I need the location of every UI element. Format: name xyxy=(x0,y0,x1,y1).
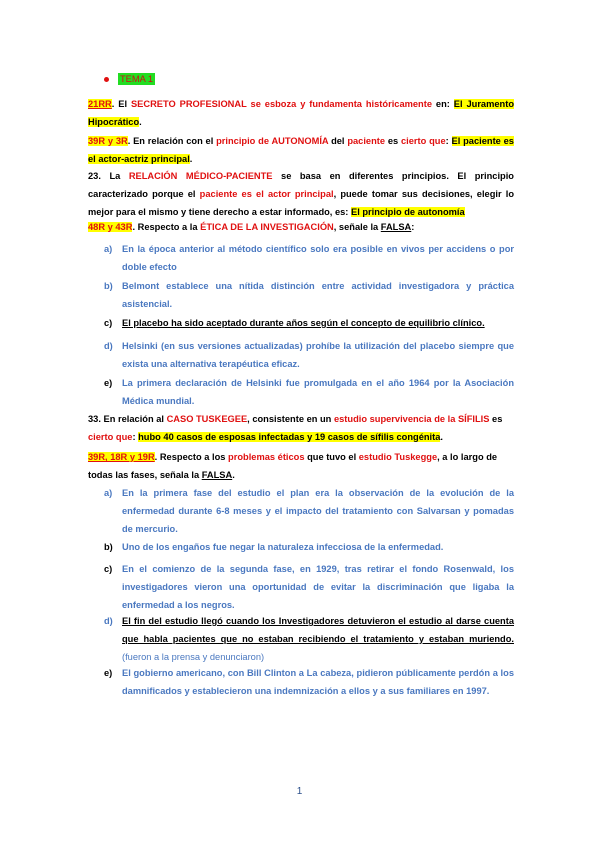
text: . xyxy=(232,470,235,480)
text: : xyxy=(132,432,139,442)
text: . xyxy=(440,432,443,442)
answer: El principio de autonomía xyxy=(351,207,465,217)
text: : xyxy=(411,222,415,232)
question-21 xyxy=(88,95,514,131)
option-text: Uno de los engaños fue negar la naturaleza infecciosa de la enfermedad. xyxy=(122,542,444,552)
keyword: estudio Tuskegge xyxy=(358,452,438,462)
option-text: En el comienzo de la segunda fase, en 1929, tras retirar el fondo Rosenwald, los investigadores vieron una oportunidad de evitar la discriminación que ligaba la enfermedad a los negros. xyxy=(122,564,514,610)
option-text: El gobierno americano, con Bill Clinton a La cabeza, pidieron públicamente perdón a los damnificados y establecieron una indemnización a ellos y a sus familiares en 1997. xyxy=(122,668,514,696)
bullet-icon xyxy=(104,77,109,82)
text: que tuvo el xyxy=(304,452,359,462)
option-text: La primera declaración de Helsinki fue promulgada en el año 1964 por la Asociación Médica mundial. xyxy=(122,378,514,406)
option-text: En la época anterior al método científico solo era posible en vivos per accidens o por doble efecto xyxy=(122,244,514,272)
text: , puede tomar sus decisiones, elegir lo mejor para el mismo y tiene derecho a estar informado, es: xyxy=(88,189,515,217)
option-text-correct: El fin del estudio llegó cuando los Investigadores detuvieron el estudio al darse cuenta que habla pacientes que no estaban recibiendo el tratamiento y estaban muriendo. xyxy=(122,616,514,644)
keyword: principio de AUTONOMÍA xyxy=(216,136,329,146)
text: en: xyxy=(432,99,454,109)
option-letter: c) xyxy=(104,318,113,328)
option-letter: d) xyxy=(104,341,113,351)
text: , señale la xyxy=(333,222,381,232)
section-heading xyxy=(118,70,155,88)
keyword: cierto que xyxy=(400,136,446,146)
question-23 xyxy=(88,167,514,221)
text: , a lo largo de todas las fases, señala la xyxy=(88,452,498,480)
keyword: SECRETO PROFESIONAL xyxy=(130,99,247,109)
question-33 xyxy=(88,410,514,446)
page-number: 1 xyxy=(296,786,303,797)
option-note: (fueron a la prensa y denunciaron) xyxy=(122,652,265,662)
text: se basa en diferentes principios. El principio caracterizado porque el xyxy=(88,171,514,199)
option-letter: b) xyxy=(104,542,113,552)
option-e xyxy=(104,374,514,410)
option-letter: e) xyxy=(104,668,113,678)
text: . En relación con el xyxy=(127,136,217,146)
question-number: 39R, 18R y 19R xyxy=(88,452,155,462)
keyword: problemas éticos xyxy=(228,452,305,462)
text: , consistente en un xyxy=(247,414,334,424)
tema-label: TEMA 1 xyxy=(120,74,154,84)
option-text-correct: El placebo ha sido aceptado durante años según el concepto de equilibrio clínico. xyxy=(122,318,485,328)
keyword: cierto que xyxy=(88,432,133,442)
text: . xyxy=(139,117,142,127)
option-a xyxy=(104,484,514,538)
text: La xyxy=(100,171,129,181)
option-letter: e) xyxy=(104,378,113,388)
text: . El xyxy=(111,99,131,109)
question-48 xyxy=(88,218,514,236)
answer: El paciente es el actor-actriz principal xyxy=(88,136,514,164)
option-d xyxy=(104,612,514,666)
keyword: paciente xyxy=(347,136,386,146)
question-39 xyxy=(88,132,514,168)
option-e xyxy=(104,664,514,700)
text: es xyxy=(489,414,503,424)
option-b xyxy=(104,538,514,556)
option-c xyxy=(104,560,514,614)
question-number: 33. xyxy=(88,414,101,424)
option-letter: a) xyxy=(104,244,113,254)
keyword: paciente es el actor principal xyxy=(199,189,334,199)
keyword: FALSA xyxy=(201,470,233,480)
question-number: 48R y 43R xyxy=(88,222,133,232)
text: . Respecto a los xyxy=(154,452,229,462)
option-text: Helsinki (en sus versiones actualizadas) prohíbe la utilización del placebo siempre que exista una alternativa terapéutica eficaz. xyxy=(122,341,514,369)
keyword: RELACIÓN MÉDICO-PACIENTE xyxy=(128,171,273,181)
answer: El Juramento Hipocrático xyxy=(88,99,514,127)
question-number: 23. xyxy=(88,171,101,181)
option-letter: b) xyxy=(104,281,113,291)
text: . Respecto a la xyxy=(132,222,201,232)
keyword: ÉTICA DE LA INVESTIGACIÓN xyxy=(200,222,334,232)
question-number: 21RR xyxy=(88,99,112,109)
option-a xyxy=(104,240,514,276)
option-letter: c) xyxy=(104,564,113,574)
option-text: Belmont establece una nítida distinción entre actividad investigadora y práctica asistencial. xyxy=(122,281,514,309)
option-c xyxy=(104,314,514,332)
question-39-18-19 xyxy=(88,448,514,484)
option-letter: d) xyxy=(104,616,113,626)
text: del xyxy=(328,136,348,146)
answer: hubo 40 casos de esposas infectadas y 19 casos de sífilis congénita xyxy=(138,432,441,442)
question-number: 39R y 3R xyxy=(88,136,128,146)
option-letter: a) xyxy=(104,488,113,498)
text: . xyxy=(189,154,193,164)
option-text: En la primera fase del estudio el plan era la observación de la evolución de la enfermedad durante 6-8 meses y el impacto del tratamiento con Salvarsan y pomadas de mercurio. xyxy=(122,488,514,534)
keyword: estudio supervivencia de la SÍFILIS xyxy=(333,414,490,424)
keyword: CASO TUSKEGEE xyxy=(166,414,248,424)
option-b xyxy=(104,277,514,313)
keyword: se esboza y fundamenta históricamente xyxy=(246,99,433,109)
option-d xyxy=(104,337,514,373)
keyword: FALSA xyxy=(380,222,412,232)
text: En relación al xyxy=(100,414,167,424)
text: : xyxy=(445,136,452,146)
text: es xyxy=(385,136,401,146)
